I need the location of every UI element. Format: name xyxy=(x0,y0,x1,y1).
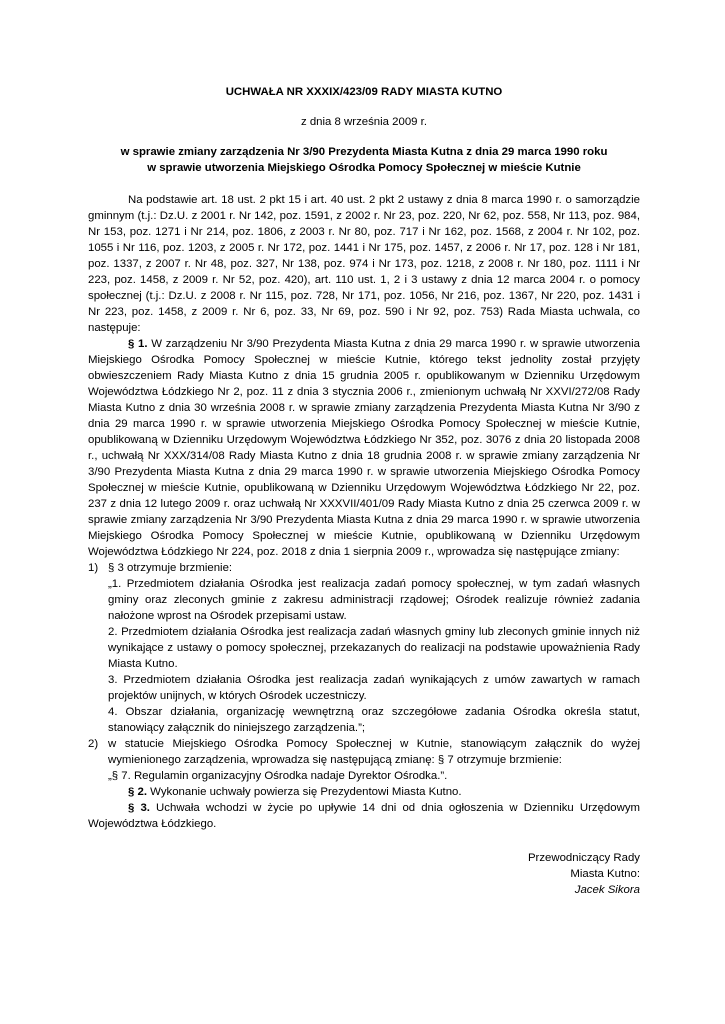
preamble: Na podstawie art. 18 ust. 2 pkt 15 i art. 40 ust. 2 pkt 2 ustawy z dnia 8 marca 1990 r. o samorządzie gminnym (t.j.: Dz.U. z 2001 r. Nr 142, poz. 1591, z 2002 r. Nr 23, poz. 220, Nr 62, poz. 558, Nr 113, poz. 984, Nr 153, poz. 1271 i Nr 214, poz. 1806, z 2003 r. Nr 80, poz. 717 i Nr 162, poz. 1568, z 2004 r. Nr 102, poz. 1055 i Nr 116, poz. 1203, z 2005 r. Nr 172, poz. 1441 i Nr 175, poz. 1457, z 2006 r. Nr 17, poz. 128 i Nr 181, poz. 1337, z 2007 r. Nr 48, poz. 327, Nr 138, poz. 974 i Nr 173, poz. 1218, z 2008 r. Nr 180, poz. 1111 i Nr 223, poz. 1458, z 2009 r. Nr 52, poz. 420), art. 110 ust. 1, 2 i 3 ustawy z dnia 12 marca 2004 r. o pomocy społecznej (t.j.: Dz.U. z 2008 r. Nr 115, poz. 728, Nr 171, poz. 1056, Nr 216, poz. 1367, Nr 220, poz. 1431 i Nr 223, poz. 1458, z 2009 r. Nr 6, poz. 33, Nr 69, poz. 590 i Nr 92, poz. 753) Rada Miasta uchwala, co następuje: xyxy=(88,194,640,334)
quote-point-3: 3. Przedmiotem działania Ośrodka jest realizacja zadań wynikających z umów zawartych w ramach projektów unijnych, w których Ośrodek uczestniczy. xyxy=(108,674,640,702)
resolution-date: z dnia 8 września 2009 r. xyxy=(300,116,427,128)
subject-line-2: w sprawie utworzenia Miejskiego Ośrodka Pomocy Społecznej w mieście Kutnie xyxy=(147,162,581,174)
amendment-quote xyxy=(108,576,640,736)
paragraph-1-text: W zarządzeniu Nr 3/90 Prezydenta Miasta Kutna z dnia 29 marca 1990 r. w sprawie utworzenia Miejskiego Ośrodka Pomocy Społecznej w mieście Kutnie, którego tekst jednolity został przyjęty obwieszczeniem Rady Miasta Kutno z dnia 15 grudnia 2005 r. opublikowanym w Dzienniku Urzędowym Województwa Łódzkiego Nr 2, poz. 11 z dnia 3 stycznia 2006 r., zmienionym uchwałą Nr XXVI/272/08 Rady Miasta Kutno z dnia 30 września 2008 r. w sprawie zmiany zarządzenia Prezydenta Miasta Kutna Nr 3/90 z dnia 29 marca 1990 r. w sprawie utworzenia Miejskiego Ośrodka Pomocy Społecznej w mieście Kutnie, opublikowaną w Dzienniku Urzędowym Województwa Łódzkiego Nr 352, poz. 3076 z dnia 20 listopada 2008 r., uchwałą Nr XXX/314/08 Rady Miasta Kutno z dnia 18 grudnia 2008 r. w sprawie zmiany zarządzenia Nr 3/90 Prezydenta Miasta Kutna z dnia 29 marca 1990 r. w sprawie utworzenia Miejskiego Ośrodka Pomocy Społecznej w mieście Kutnie, opublikowaną w Dzienniku Urzędowym Województwa Łódzkiego Nr 22, poz. 237 z dnia 12 lutego 2009 r. oraz uchwałą Nr XXXVII/401/09 Rady Miasta Kutno z dnia 25 czerwca 2009 r. w sprawie zmiany zarządzenia Nr 3/90 Prezydenta Miasta Kutna z dnia 29 marca 1990 r. w sprawie utworzenia Miejskiego Ośrodka Pomocy Społecznej w mieście Kutnie, opublikowaną w Dzienniku Urzędowym Województwa Łódzkiego Nr 224, poz. 2018 z dnia 1 sierpnia 2009 r., wprowadza się następujące zmiany: xyxy=(88,338,640,558)
paragraph-3-label: § 3. xyxy=(128,802,150,814)
amendment-item-1-text: § 3 otrzymuje brzmienie: xyxy=(108,562,233,574)
paragraph-1-label: § 1. xyxy=(128,338,148,350)
paragraph-3 xyxy=(88,800,640,832)
paragraph-3-text: Uchwała wchodzi w życie po upływie 14 dni od dnia ogłoszenia w Dzienniku Urzędowym Województwa Łódzkiego. xyxy=(88,802,641,830)
amendment-item-1 xyxy=(88,560,640,736)
amendment-item-2-number: 2) xyxy=(88,738,99,750)
resolution-subject xyxy=(88,144,640,176)
subject-line-1: w sprawie zmiany zarządzenia Nr 3/90 Prezydenta Miasta Kutna z dnia 29 marca 1990 roku xyxy=(120,146,608,158)
quote-point-1: „1. Przedmiotem działania Ośrodka jest realizacja zadań pomocy społecznej, w tym zadań własnych gminy oraz zleconych gminie z zakresu administracji rządowej; Ośrodek realizuje również zadania nałożone wprost na Ośrodek przepisami ustaw. xyxy=(108,578,640,622)
signature-title-line-1: Przewodniczący Rady xyxy=(527,852,640,864)
resolution-title: UCHWAŁA NR XXXIX/423/09 RADY MIASTA KUTNO xyxy=(225,86,503,98)
signature-block xyxy=(88,850,640,898)
signatory-name: Jacek Sikora xyxy=(574,884,640,896)
amendment-item-2-text: w statucie Miejskiego Ośrodka Pomocy Społecznej w Kutnie, stanowiącym załącznik do wyżej wymienionego zarządzenia, wprowadza się następującą zmianę: § 7 otrzymuje brzmienie: xyxy=(108,738,640,766)
paragraph-2-text: Wykonanie uchwały powierza się Prezydentowi Miasta Kutno. xyxy=(147,786,462,798)
amendment-item-1-number: 1) xyxy=(88,562,99,574)
amendment-item-2 xyxy=(88,736,640,784)
signature-title-line-2: Miasta Kutno: xyxy=(570,868,640,880)
paragraph-2-label: § 2. xyxy=(128,786,147,798)
quote-point-4: 4. Obszar działania, organizację wewnętrzną oraz szczegółowe zadania Ośrodka określa statut, stanowiący załącznik do niniejszego zarządzenia.”; xyxy=(108,706,640,734)
quote-paragraph-7: „§ 7. Regulamin organizacyjny Ośrodka nadaje Dyrektor Ośrodka.”. xyxy=(108,770,448,782)
paragraph-2 xyxy=(88,784,640,800)
quote-point-2: 2. Przedmiotem działania Ośrodka jest realizacja zadań własnych gminy lub zleconych gminie innych niż wynikające z ustawy o pomocy społecznej, przekazanych do realizacji na podstawie upoważnienia Rady Miasta Kutno. xyxy=(108,626,640,670)
document-page xyxy=(88,84,640,898)
paragraph-1 xyxy=(88,336,640,560)
